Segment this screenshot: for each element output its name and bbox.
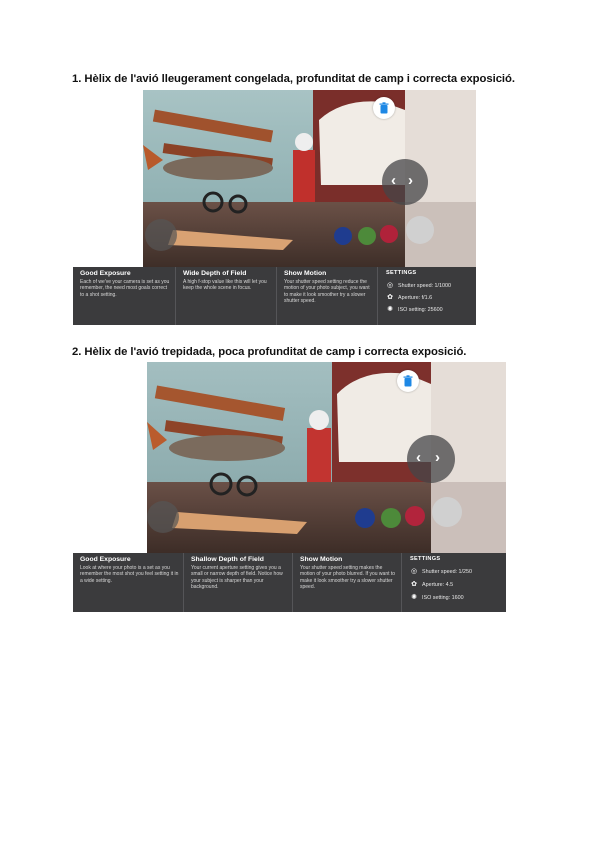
- trash-icon: [379, 102, 389, 114]
- shutter-icon: ◎: [386, 282, 394, 289]
- column-title: Show Motion: [300, 556, 343, 563]
- column-text: A high f-stop value like this will let you keep the whole scene in focus.: [183, 279, 267, 292]
- photo-area: [73, 90, 476, 267]
- column-title: Good Exposure: [80, 270, 131, 277]
- column-text: Each of we've your camera is set as you remember, the need most goals correct to a shot setting.: [80, 279, 170, 298]
- photo-illustration: [147, 362, 431, 553]
- setting-label: Shutter speed: 1/1000: [398, 283, 452, 289]
- column-title: Show Motion: [284, 270, 327, 277]
- info-panel: [73, 553, 506, 612]
- next-photo-button[interactable]: [407, 435, 455, 483]
- settings-column: [378, 267, 476, 325]
- trash-icon: [403, 375, 413, 387]
- column-title: Shallow Depth of Field: [191, 556, 264, 563]
- motion-column: [293, 553, 401, 612]
- camera-simulator-2: [73, 362, 506, 612]
- setting-label: Shutter speed: 1/250: [422, 569, 473, 575]
- delete-photo-button[interactable]: [373, 97, 395, 119]
- shutter-speed-setting: [386, 282, 451, 290]
- iso-setting: [410, 594, 464, 602]
- column-text: Your shutter speed setting makes the motion of your photo blurred. If you want to make it look smoother try a slower shutter speed.: [300, 565, 396, 591]
- next-photo-button[interactable]: [382, 159, 428, 205]
- depth-of-field-column: [184, 553, 292, 612]
- shutter-speed-setting: [410, 568, 472, 576]
- column-text: Look at where your photo is a set as you remember the most shot you feel setting it in a wide setting.: [80, 565, 179, 584]
- chevron-right-icon: ›: [408, 172, 413, 189]
- setting-label: Aperture: f/1.6: [398, 295, 433, 301]
- aperture-setting: [386, 294, 432, 302]
- shutter-icon: ◎: [410, 568, 418, 575]
- camera-simulator-1: [73, 90, 476, 325]
- iso-icon: ✺: [387, 306, 393, 313]
- iso-setting: [386, 306, 443, 314]
- aperture-setting: [410, 581, 453, 589]
- aperture-icon: ✿: [411, 581, 417, 588]
- section-2-heading: 2. Hèlix de l'avió trepidada, poca profunditat de camp i correcta exposició.: [72, 346, 467, 358]
- motion-column: [277, 267, 377, 325]
- settings-column: [402, 553, 506, 612]
- column-text: Your current aperture setting gives you a small or narrow depth of field. Notice how your subject is sharper than your background.: [191, 565, 283, 591]
- photo-scene: [147, 362, 431, 553]
- column-title: Wide Depth of Field: [183, 270, 247, 277]
- column-text: Your shutter speed setting reduce the motion of your photo subject, you want to make it look smoother try a slower shutter speed.: [284, 279, 370, 305]
- chevron-left-icon: ‹: [391, 172, 396, 189]
- iso-icon: ✺: [411, 594, 417, 601]
- chevron-right-icon: ›: [435, 449, 440, 466]
- info-panel: [73, 267, 476, 325]
- chevron-left-icon: ‹: [416, 449, 421, 466]
- setting-label: ISO setting: 25600: [398, 307, 443, 313]
- photo-scene: [143, 90, 405, 267]
- delete-photo-button[interactable]: [397, 370, 419, 392]
- section-1-heading: 1. Hèlix de l'avió lleugerament congelada, profunditat de camp i correcta exposició.: [72, 73, 515, 85]
- column-title: Good Exposure: [80, 556, 131, 563]
- depth-of-field-column: [176, 267, 276, 325]
- settings-title: SETTINGS: [410, 556, 441, 562]
- photo-area: [73, 362, 506, 553]
- settings-title: SETTINGS: [386, 270, 417, 276]
- photo-illustration: [143, 90, 405, 267]
- setting-label: ISO setting: 1600: [422, 595, 464, 601]
- aperture-icon: ✿: [387, 294, 393, 301]
- exposure-column: [73, 553, 183, 612]
- exposure-column: [73, 267, 175, 325]
- setting-label: Aperture: 4.5: [422, 582, 454, 588]
